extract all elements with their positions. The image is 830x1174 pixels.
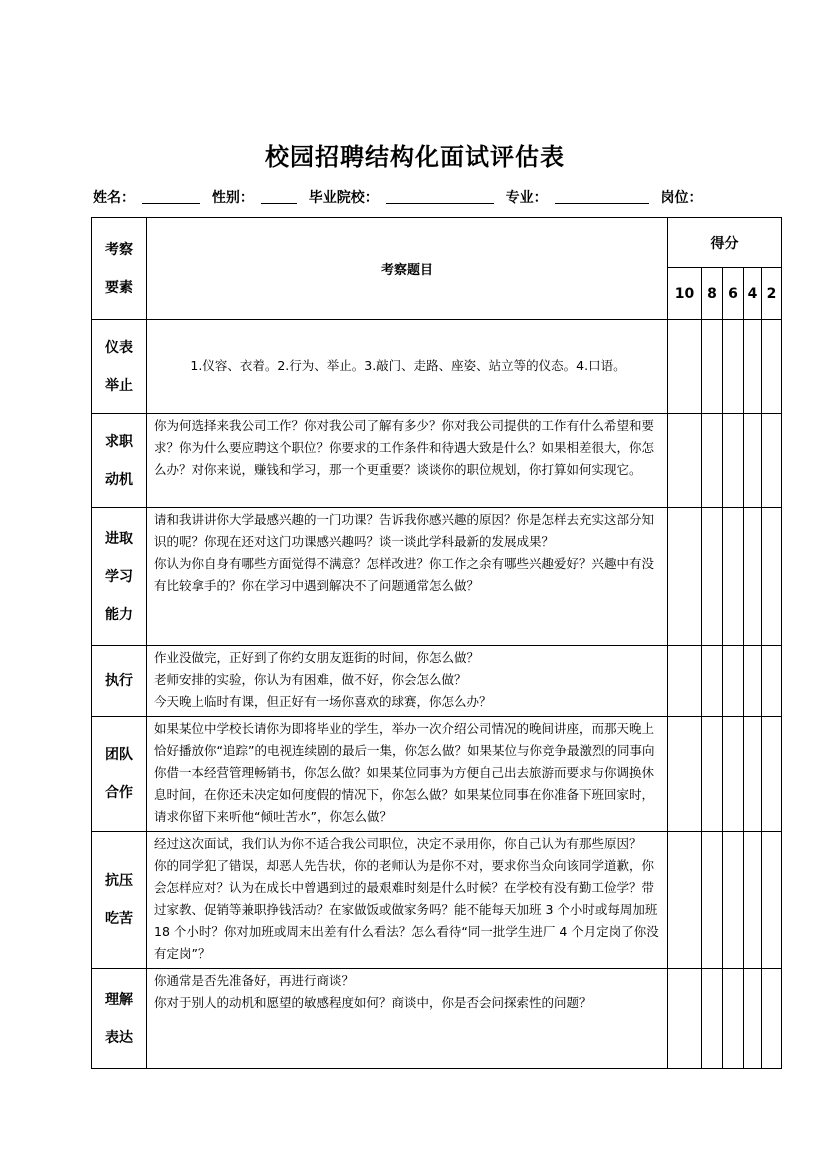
question-text: 1.仪容、衣着。2.行为、举止。3.敲门、走路、座姿、站立等的仪态。4.口语。: [190, 357, 626, 373]
score-cell[interactable]: [744, 969, 762, 1069]
major-blank[interactable]: [555, 189, 649, 204]
question-cell: [147, 832, 668, 969]
question-cell: [147, 646, 668, 717]
name-label: 姓名：: [93, 190, 135, 206]
score-cell[interactable]: [762, 832, 782, 969]
factor-text: 能力: [105, 606, 133, 623]
factor-header: 考察 要素: [92, 218, 147, 320]
score-cell[interactable]: [702, 508, 723, 646]
score-cell[interactable]: [723, 508, 744, 646]
factor-text: 理解: [105, 991, 133, 1008]
position-label: 岗位：: [660, 190, 703, 206]
factor-text: 仪表: [105, 339, 133, 356]
major-label: 专业：: [505, 190, 548, 206]
question-header: 考察题目: [147, 218, 668, 320]
score-cell[interactable]: [723, 832, 744, 969]
form-title: 校园招聘结构化面试评估表: [265, 143, 565, 171]
factor-text: 学习: [105, 568, 133, 585]
question-cell: [147, 320, 668, 414]
table-row: [92, 832, 782, 969]
score-cell[interactable]: [702, 969, 723, 1069]
question-text: 请和我讲讲你大学最感兴趣的一门功课？告诉我你感兴趣的原因？你是怎样去充实这部分知识的呢？你现在还对这门功课感兴趣吗？谈一谈此学科最新的发展成果？: [154, 512, 655, 549]
question-text: 老师安排的实验，你认为有困难，做不好，你会怎么做？: [154, 672, 467, 687]
score-col-6: 6: [723, 268, 744, 320]
candidate-info-line: [93, 187, 793, 207]
factor-text: 团队: [105, 747, 133, 763]
question-text: 你认为你自身有哪些方面觉得不满意？怎样改进？你工作之余有哪些兴趣爱好？兴趣中有没有比较拿手的？你在学习中遇到解决不了问题通常怎么做？: [154, 556, 655, 593]
question-text: 你通常是否先准备好，再进行商谈？: [154, 973, 355, 988]
table-row: [92, 646, 782, 717]
score-cell[interactable]: [702, 717, 723, 832]
score-cell[interactable]: [762, 508, 782, 646]
factor-text: 求职: [105, 433, 133, 450]
score-cell[interactable]: [668, 414, 702, 508]
score-cell[interactable]: [762, 717, 782, 832]
factor-text: 抗压: [105, 873, 133, 889]
question-text: 你的同学犯了错误，却恶人先告状，你的老师认为是你不对，要求你当众向该同学道歉，你会怎样应对？认为在成长中曾遇到过的最艰难时刻是什么时候？在学校有没有勤工俭学？带过家教、促销等兼职挣钱活动？在家做饭或做家务吗？能不能每天加班 3 个小时或每周加班 18 个小时？你对加班或周末出差有什么看法？怎么看待“同一批学生进厂 4 个月定岗了你没有定岗”？: [154, 858, 659, 961]
factor-text: 表达: [105, 1029, 133, 1046]
score-cell[interactable]: [762, 414, 782, 508]
name-blank[interactable]: [142, 189, 200, 204]
question-text: 你对于别人的动机和愿望的敏感程度如何？商谈中，你是否会问探索性的问题？: [154, 995, 592, 1010]
question-text: 作业没做完，正好到了你约女朋友逛街的时间，你怎么做？: [154, 650, 480, 665]
question-text: 你为何选择来我公司工作？你对我公司了解有多少？你对我公司提供的工作有什么希望和要求？你为什么要应聘这个职位？你要求的工作条件和待遇大致是什么？如果相差很大，你怎么办？对你来说，赚钱和学习，那一个更重要？谈谈你的职位规划，你打算如何实现它。: [154, 418, 655, 477]
factor-cell: [92, 508, 147, 646]
factor-text: 吃苦: [105, 911, 133, 927]
question-cell: [147, 969, 668, 1069]
school-label: 毕业院校：: [308, 190, 379, 206]
score-cell[interactable]: [723, 717, 744, 832]
score-cell[interactable]: [668, 969, 702, 1069]
score-cell[interactable]: [668, 832, 702, 969]
score-cell[interactable]: [744, 717, 762, 832]
score-cell[interactable]: [723, 414, 744, 508]
school-blank[interactable]: [386, 189, 494, 204]
score-col-8: 8: [702, 268, 723, 320]
factor-text: 执行: [105, 673, 133, 689]
score-cell[interactable]: [723, 646, 744, 717]
factor-cell: [92, 969, 147, 1069]
factor-text: 合作: [105, 785, 133, 801]
score-col-10: 10: [668, 268, 702, 320]
question-cell: [147, 717, 668, 832]
score-cell[interactable]: [702, 320, 723, 414]
question-text: 如果某位中学校长请你为即将毕业的学生，举办一次介绍公司情况的晚间讲座，而那天晚上恰好播放你“追踪”的电视连续剧的最后一集，你怎么做？如果某位与你竞争最激烈的同事向你借一本经营管理畅销书，你怎么做？如果某位同事为方便自己出去旅游而要求与你调换休息时间，在你还未决定如何度假的情况下，你怎么做？如果某位同事在你准备下班回家时，请求你留下来听他“倾吐苦水”，你怎么做？: [154, 721, 655, 824]
factor-cell: [92, 832, 147, 969]
score-cell[interactable]: [762, 320, 782, 414]
factor-text: 举止: [105, 377, 133, 394]
question-cell: [147, 414, 668, 508]
score-cell[interactable]: [723, 320, 744, 414]
score-header: 得分: [668, 218, 782, 268]
table-row: [92, 969, 782, 1069]
score-cell[interactable]: [702, 414, 723, 508]
score-cell[interactable]: [744, 320, 762, 414]
score-cell[interactable]: [668, 717, 702, 832]
table-row: [92, 320, 782, 414]
table-row: [92, 717, 782, 832]
score-cell[interactable]: [668, 508, 702, 646]
score-cell[interactable]: [702, 646, 723, 717]
gender-blank[interactable]: [261, 189, 297, 204]
question-cell: [147, 508, 668, 646]
score-cell[interactable]: [744, 414, 762, 508]
score-cell[interactable]: [744, 508, 762, 646]
table-row: [92, 414, 782, 508]
factor-cell: [92, 320, 147, 414]
question-text: 经过这次面试，我们认为你不适合我公司职位，决定不录用你，你自己认为有那些原因？: [154, 836, 642, 851]
factor-text: 动机: [105, 471, 133, 488]
gender-label: 性别：: [211, 190, 254, 206]
question-text: 今天晚上临时有课，但正好有一场你喜欢的球赛，你怎么办？: [154, 694, 492, 709]
score-cell[interactable]: [668, 320, 702, 414]
score-cell[interactable]: [744, 646, 762, 717]
factor-cell: [92, 646, 147, 717]
factor-cell: [92, 414, 147, 508]
score-cell[interactable]: [762, 646, 782, 717]
table-row: [92, 508, 782, 646]
score-col-4: 4: [744, 268, 762, 320]
score-cell[interactable]: [762, 969, 782, 1069]
score-cell[interactable]: [723, 969, 744, 1069]
score-cell[interactable]: [702, 832, 723, 969]
factor-text: 进取: [105, 530, 133, 547]
factor-cell: [92, 717, 147, 832]
score-cell[interactable]: [668, 646, 702, 717]
evaluation-table: [91, 217, 782, 1069]
score-col-2: 2: [762, 268, 782, 320]
score-cell[interactable]: [744, 832, 762, 969]
